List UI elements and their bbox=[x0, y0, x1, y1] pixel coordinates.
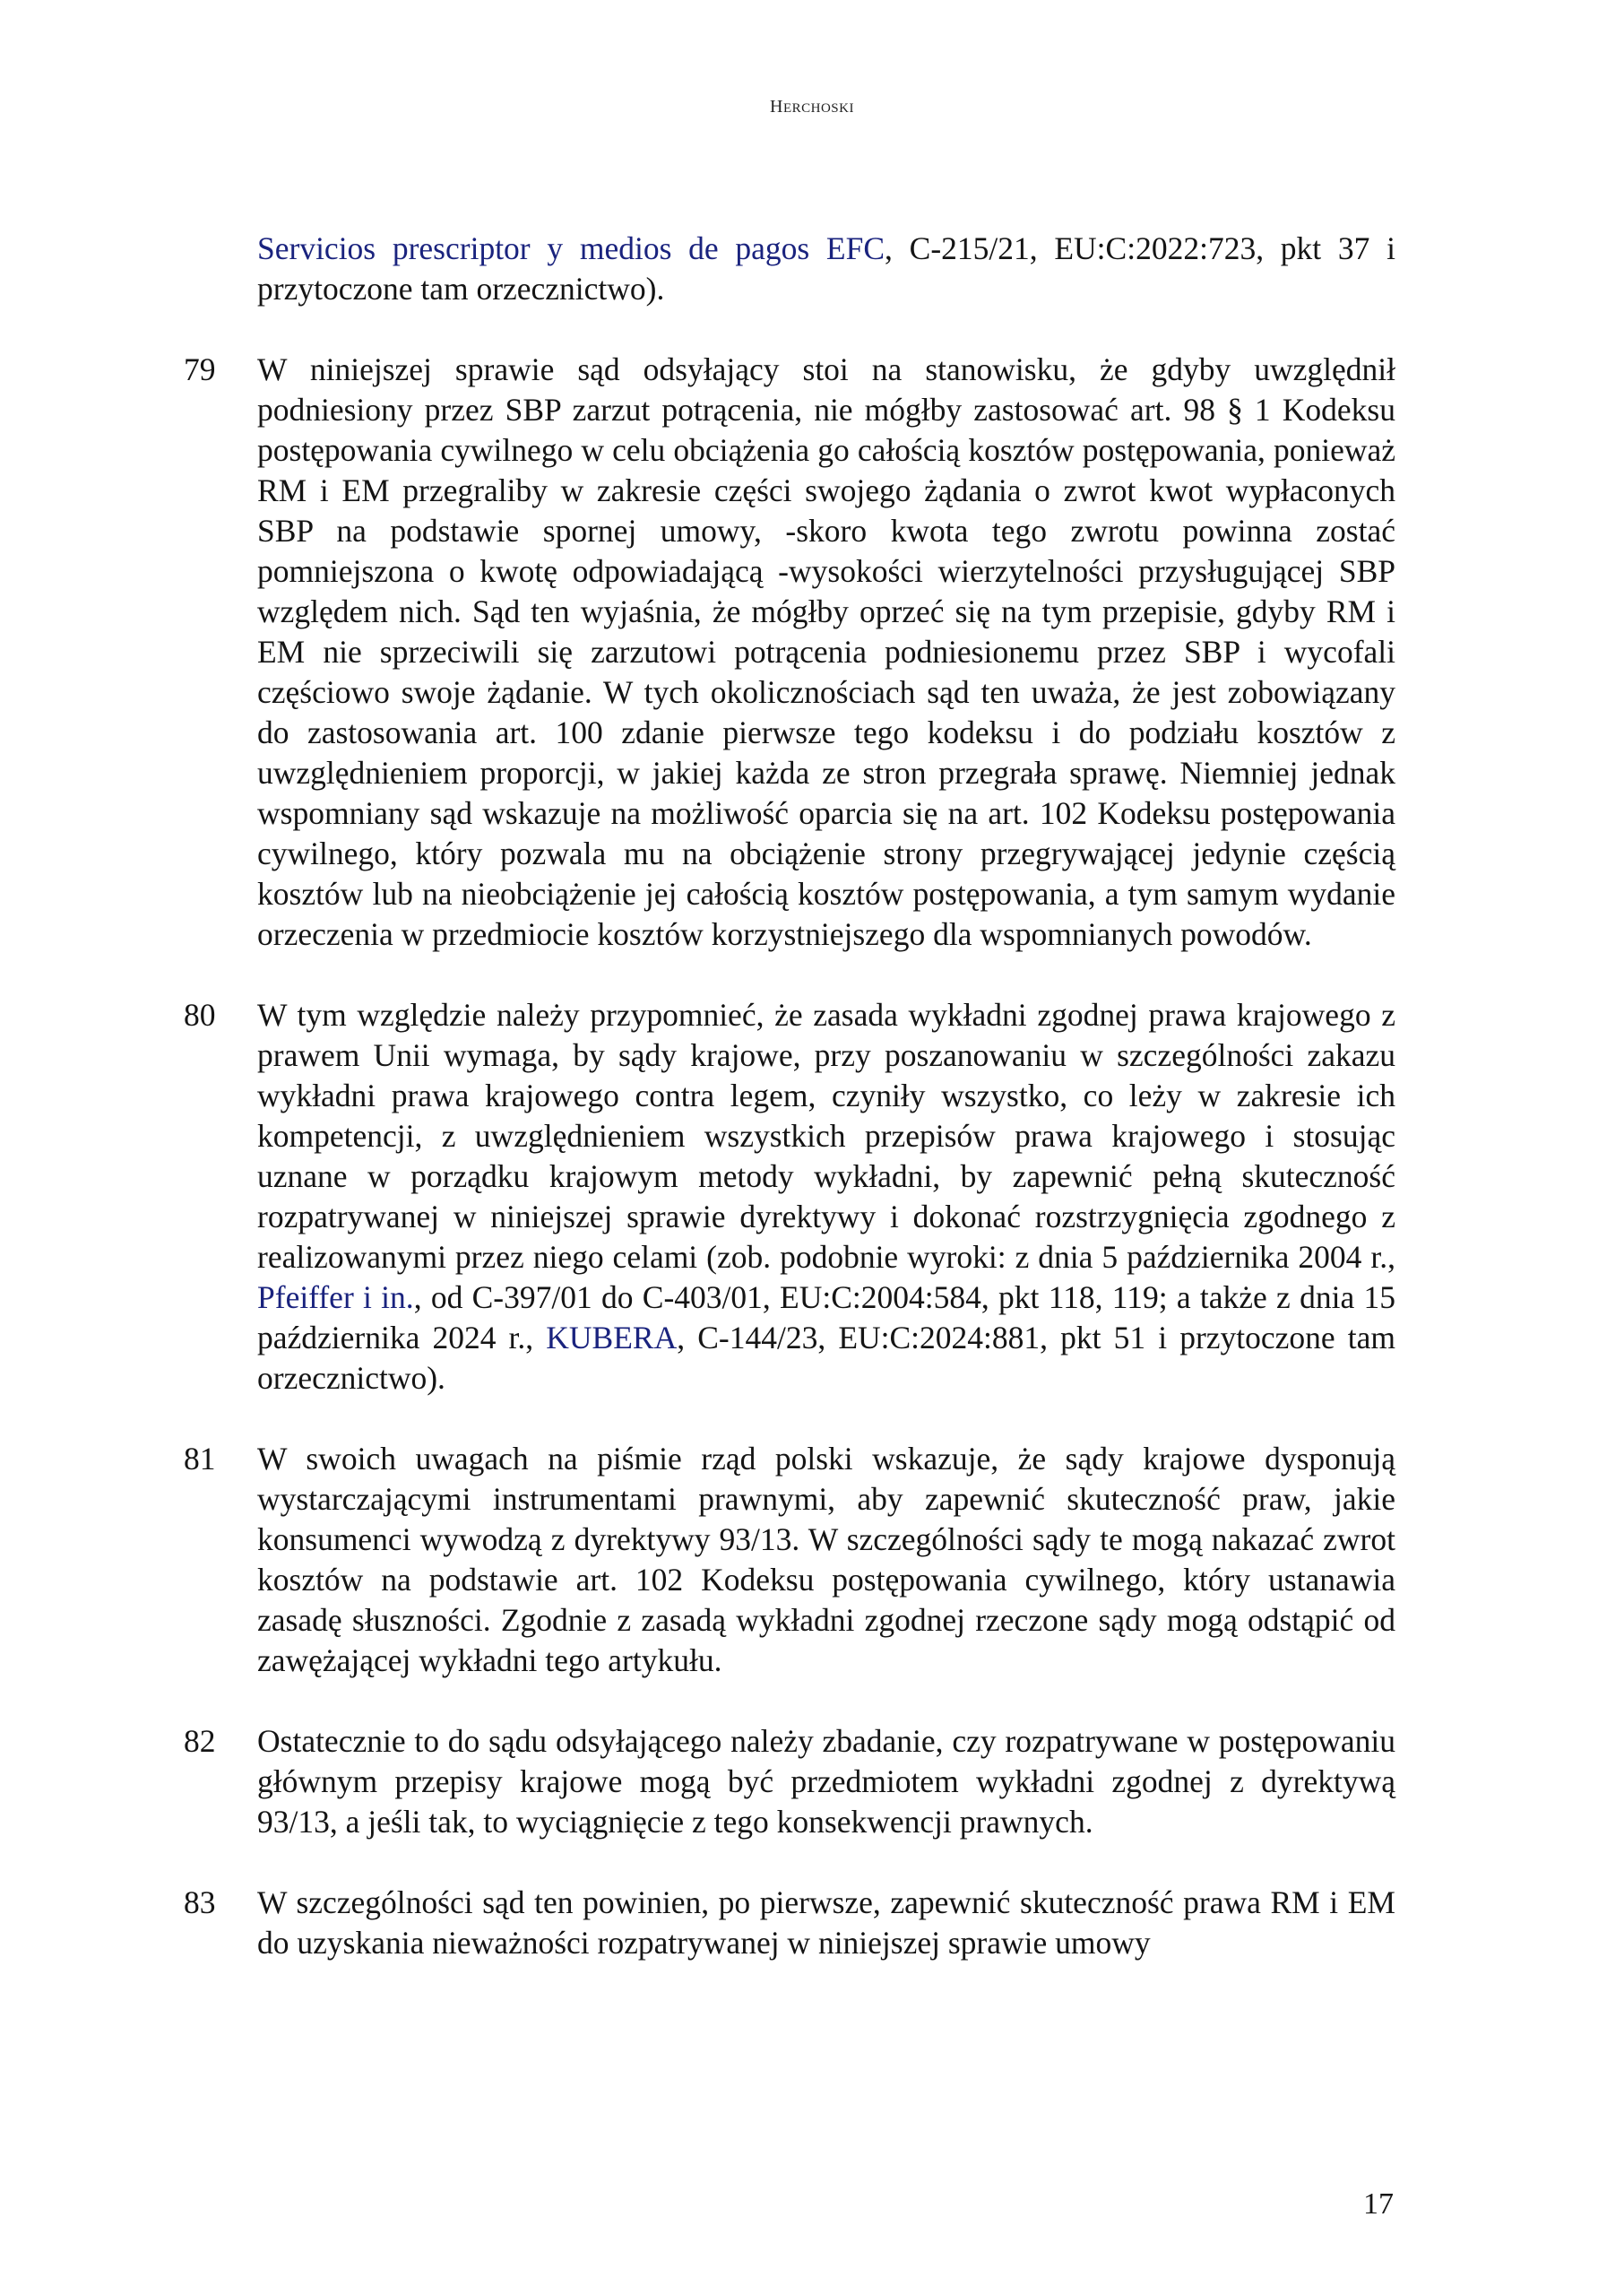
paragraph-number: 79 bbox=[184, 351, 216, 387]
paragraph-number: 80 bbox=[184, 997, 216, 1033]
paragraph-text-segment: Ostatecznie to do sądu odsyłającego należy zbadanie, czy rozpatrywane w postępowaniu głównym przepisy krajowe mogą być przedmiotem wykładni zgodnej z dyrektywą 93/13, a jeśli tak, to wyciągnięcie z tego konsekwencji prawnych. bbox=[257, 1723, 1395, 1840]
paragraph-text bbox=[257, 1721, 1395, 1842]
paragraph bbox=[0, 229, 1624, 309]
paragraph-text-segment: W swoich uwagach na piśmie rząd polski wskazuje, że sądy krajowe dysponują wystarczającymi instrumentami prawnymi, aby zapewnić skuteczność praw, jakie konsumenci wywodzą z dyrektywy 93/13. W szczególności sądy te mogą nakazać zwrot kosztów na podstawie art. 102 Kodeksu postępowania cywilnego, który ustanawia zasadę słuszności. Zgodnie z zasadą wykładni zgodnej rzeczone sądy mogą odstąpić od zawężającej wykładni tego artykułu. bbox=[257, 1441, 1395, 1678]
paragraph-text-segment: W szczególności sąd ten powinien, po pierwsze, zapewnić skuteczność prawa RM i EM do uzyskania nieważności rozpatrywanej w niniejszej sprawie umowy bbox=[257, 1884, 1395, 1961]
paragraph-number: 82 bbox=[184, 1723, 216, 1759]
paragraph-text-segment: , od C-397/01 do C-403/01, EU:C:2004:584, pkt 118, 119; a także z dnia 15 października 2024 r., bbox=[257, 1279, 1395, 1355]
paragraph bbox=[0, 995, 1624, 1399]
paragraph-text-segment: , C-144/23, EU:C:2024:881, pkt 51 i przytoczone tam orzecznictwo). bbox=[257, 1320, 1395, 1396]
paragraph-text-segment: W tym względzie należy przypomnieć, że zasada wykładni zgodnej prawa krajowego z prawem Unii wymaga, by sądy krajowe, przy poszanowaniu w szczególności zakazu wykładni prawa krajowego contra legem, czyniły wszystko, co leży w zakresie ich kompetencji, z uwzględnieniem wszystkich przepisów prawa krajowego i stosując uznane w porządku krajowym metody wykładni, by zapewnić pełną skuteczność rozpatrywanej w niniejszej sprawie dyrektywy i dokonać rozstrzygnięcia zgodnego z realizowanymi przez niego celami (zob. podobnie wyroki: z dnia 5 października 2004 r., bbox=[257, 997, 1395, 1275]
paragraph-text bbox=[257, 995, 1395, 1399]
running-head bbox=[0, 97, 1624, 117]
paragraph bbox=[0, 1439, 1624, 1681]
paragraph bbox=[0, 1721, 1624, 1842]
running-head-initial: H bbox=[770, 97, 783, 117]
document-body bbox=[0, 229, 1624, 1963]
paragraph bbox=[0, 1883, 1624, 1963]
paragraph-text bbox=[257, 350, 1395, 955]
paragraph-text bbox=[257, 1883, 1395, 1963]
paragraph-text-segment: , C-215/21, EU:C:2022:723, pkt 37 i przytoczone tam orzecznictwo). bbox=[257, 230, 1395, 307]
paragraph-text bbox=[257, 1439, 1395, 1681]
paragraph bbox=[0, 350, 1624, 955]
case-citation-link[interactable]: Servicios prescriptor y medios de pagos EFC bbox=[257, 230, 885, 266]
paragraph-number: 83 bbox=[184, 1884, 216, 1920]
running-head-rest: ERCHOSKI bbox=[782, 101, 854, 116]
case-citation-link[interactable]: Pfeiffer i in. bbox=[257, 1279, 414, 1315]
paragraph-text-segment: W niniejszej sprawie sąd odsyłający stoi na stanowisku, że gdyby uwzględnił podniesiony przez SBP zarzut potrącenia, nie mógłby zastosować art. 98 § 1 Kodeksu postępowania cywilnego w celu obciążenia go całością kosztów postępowania, ponieważ RM i EM przegraliby w zakresie części swojego żądania o zwrot kwot wypłaconych SBP na podstawie spornej umowy, -skoro kwota tego zwrotu powinna zostać pomniejszona o kwotę odpowiadającą -wysokości wierzytelności przysługującej SBP względem nich. Sąd ten wyjaśnia, że mógłby oprzeć się na tym przepisie, gdyby RM i EM nie sprzeciwili się zarzutowi potrącenia podniesionemu przez SBP i wycofali częściowo swoje żądanie. W tych okolicznościach sąd ten uważa, że jest zobowiązany do zastosowania art. 100 zdanie pierwsze tego kodeksu i do podziału kosztów z uwzględnieniem proporcji, w jakiej każda ze stron przegrała sprawę. Niemniej jednak wspomniany sąd wskazuje na możliwość oparcia się na art. 102 Kodeksu postępowania cywilnego, który pozwala mu na obciążenie strony przegrywającej jedynie częścią kosztów lub na nieobciążenie jej całością kosztów postępowania, a tym samym wydanie orzeczenia w przedmiocie kosztów korzystniejszego dla wspomnianych powodów. bbox=[257, 351, 1395, 952]
page-number: 17 bbox=[1363, 2187, 1394, 2221]
paragraph-text bbox=[257, 229, 1395, 309]
case-citation-link[interactable]: KUBERA bbox=[546, 1320, 678, 1355]
paragraph-number: 81 bbox=[184, 1441, 216, 1477]
